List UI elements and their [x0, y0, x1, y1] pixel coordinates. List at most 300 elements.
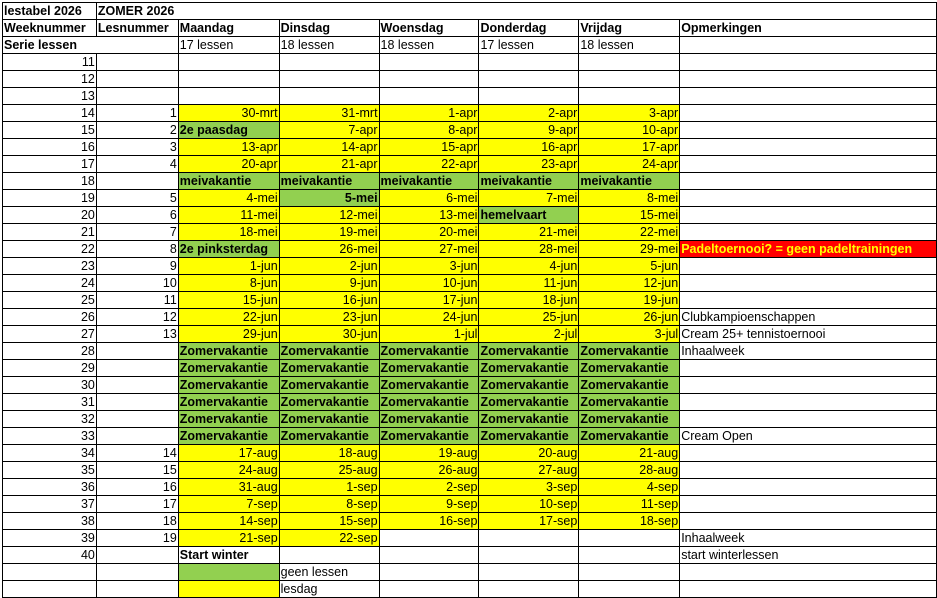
day-cell-vrijdag[interactable] [579, 547, 680, 564]
week-number-cell[interactable]: 40 [3, 547, 97, 564]
day-cell-maandag[interactable]: 30-mrt [178, 105, 279, 122]
day-cell-dinsdag[interactable]: 19-mei [279, 224, 379, 241]
day-cell-vrijdag[interactable]: 12-jun [579, 275, 680, 292]
day-cell-donderdag[interactable]: 28-mei [479, 241, 579, 258]
lesson-number-cell[interactable]: 4 [96, 156, 178, 173]
day-cell-vrijdag[interactable] [579, 530, 680, 547]
lesson-number-cell[interactable] [96, 428, 178, 445]
header-woensdag[interactable]: Woensdag [379, 20, 479, 37]
week-number-cell[interactable]: 32 [3, 411, 97, 428]
lesson-number-cell[interactable]: 15 [96, 462, 178, 479]
day-cell-vrijdag[interactable]: 21-aug [579, 445, 680, 462]
day-cell-maandag[interactable]: 29-jun [178, 326, 279, 343]
table-row [3, 173, 937, 190]
lesson-number-cell[interactable]: 16 [96, 479, 178, 496]
remark-cell[interactable] [680, 190, 937, 207]
week-number-cell[interactable]: 29 [3, 360, 97, 377]
day-cell-vrijdag[interactable]: 4-sep [579, 479, 680, 496]
empty-cell[interactable] [680, 564, 937, 581]
day-cell-maandag[interactable]: Zomervakantie [178, 377, 279, 394]
remark-cell[interactable] [680, 462, 937, 479]
table-row [3, 530, 937, 547]
day-cell-donderdag[interactable]: hemelvaart [479, 207, 579, 224]
day-cell-dinsdag[interactable]: 12-mei [279, 207, 379, 224]
week-number-cell[interactable]: 15 [3, 122, 97, 139]
remark-cell[interactable] [680, 394, 937, 411]
week-number-cell[interactable]: 37 [3, 496, 97, 513]
day-cell-maandag[interactable] [178, 54, 279, 71]
day-cell-woensdag[interactable] [379, 547, 479, 564]
day-cell-vrijdag[interactable] [579, 54, 680, 71]
week-number-cell[interactable]: 16 [3, 139, 97, 156]
day-cell-donderdag[interactable]: 4-jun [479, 258, 579, 275]
week-number-cell[interactable]: 28 [3, 343, 97, 360]
day-cell-vrijdag[interactable]: 19-jun [579, 292, 680, 309]
day-cell-dinsdag[interactable]: Zomervakantie [279, 411, 379, 428]
table-row [3, 343, 937, 360]
lesson-number-cell[interactable]: 10 [96, 275, 178, 292]
day-cell-maandag[interactable]: 17-aug [178, 445, 279, 462]
day-cell-maandag[interactable]: meivakantie [178, 173, 279, 190]
lesson-number-cell[interactable]: 13 [96, 326, 178, 343]
table-row [3, 309, 937, 326]
day-cell-vrijdag[interactable]: 22-mei [579, 224, 680, 241]
header-maandag[interactable]: Maandag [178, 20, 279, 37]
lesson-number-cell[interactable]: 12 [96, 309, 178, 326]
day-cell-donderdag[interactable]: 2-jul [479, 326, 579, 343]
legend-label[interactable]: geen lessen [279, 564, 379, 581]
remark-cell[interactable] [680, 496, 937, 513]
week-number-cell[interactable]: 39 [3, 530, 97, 547]
day-cell-vrijdag[interactable]: 3-apr [579, 105, 680, 122]
day-cell-dinsdag[interactable]: 30-jun [279, 326, 379, 343]
table-row [3, 292, 937, 309]
remark-cell[interactable] [680, 207, 937, 224]
day-cell-donderdag[interactable]: Zomervakantie [479, 360, 579, 377]
day-cell-woensdag[interactable]: meivakantie [379, 173, 479, 190]
week-number-cell[interactable]: 13 [3, 88, 97, 105]
day-cell-vrijdag[interactable]: Zomervakantie [579, 377, 680, 394]
legend-row [3, 581, 937, 598]
remark-cell[interactable] [680, 105, 937, 122]
day-cell-maandag[interactable]: 2e paasdag [178, 122, 279, 139]
day-cell-donderdag[interactable]: 20-aug [479, 445, 579, 462]
lesson-number-cell[interactable] [96, 411, 178, 428]
lesson-number-cell[interactable] [96, 343, 178, 360]
day-cell-dinsdag[interactable]: Zomervakantie [279, 343, 379, 360]
week-number-cell[interactable]: 30 [3, 377, 97, 394]
week-number-cell[interactable]: 22 [3, 241, 97, 258]
remark-cell[interactable] [680, 275, 937, 292]
empty-cell[interactable] [96, 564, 178, 581]
table-row [3, 377, 937, 394]
week-number-cell[interactable]: 23 [3, 258, 97, 275]
lesson-number-cell[interactable]: 18 [96, 513, 178, 530]
serie-count-woensdag[interactable]: 18 lessen [379, 37, 479, 54]
day-cell-donderdag[interactable] [479, 88, 579, 105]
header-opmerkingen[interactable]: Opmerkingen [680, 20, 937, 37]
day-cell-dinsdag[interactable]: Zomervakantie [279, 394, 379, 411]
day-cell-vrijdag[interactable]: 18-sep [579, 513, 680, 530]
day-cell-vrijdag[interactable]: 11-sep [579, 496, 680, 513]
day-cell-dinsdag[interactable]: 14-apr [279, 139, 379, 156]
day-cell-maandag[interactable]: Zomervakantie [178, 360, 279, 377]
day-cell-maandag[interactable]: 15-jun [178, 292, 279, 309]
lesson-number-cell[interactable]: 9 [96, 258, 178, 275]
lesson-number-cell[interactable]: 3 [96, 139, 178, 156]
remark-cell[interactable] [680, 54, 937, 71]
empty-cell[interactable] [479, 581, 579, 598]
day-cell-maandag[interactable]: 14-sep [178, 513, 279, 530]
day-cell-woensdag[interactable]: 1-jul [379, 326, 479, 343]
table-row [3, 156, 937, 173]
remark-cell[interactable] [680, 377, 937, 394]
table-row [3, 241, 937, 258]
day-cell-donderdag[interactable] [479, 530, 579, 547]
lesson-number-cell[interactable]: 5 [96, 190, 178, 207]
day-cell-donderdag[interactable]: 11-jun [479, 275, 579, 292]
day-cell-donderdag[interactable]: 9-apr [479, 122, 579, 139]
lesson-number-cell[interactable]: 7 [96, 224, 178, 241]
day-cell-maandag[interactable]: 4-mei [178, 190, 279, 207]
header-weeknummer[interactable]: Weeknummer [3, 20, 97, 37]
remark-cell[interactable] [680, 71, 937, 88]
day-cell-maandag[interactable] [178, 88, 279, 105]
lesson-number-cell[interactable]: 14 [96, 445, 178, 462]
day-cell-woensdag[interactable]: 3-jun [379, 258, 479, 275]
day-cell-donderdag[interactable]: 23-apr [479, 156, 579, 173]
week-number-cell[interactable]: 27 [3, 326, 97, 343]
day-cell-woensdag[interactable]: 13-mei [379, 207, 479, 224]
remark-cell[interactable] [680, 173, 937, 190]
empty-cell[interactable] [579, 564, 680, 581]
day-cell-donderdag[interactable]: 7-mei [479, 190, 579, 207]
day-cell-donderdag[interactable]: 16-apr [479, 139, 579, 156]
remark-cell[interactable] [680, 258, 937, 275]
lesson-number-cell[interactable] [96, 394, 178, 411]
serie-label[interactable]: Serie lessen [3, 37, 179, 54]
day-cell-dinsdag[interactable]: 22-sep [279, 530, 379, 547]
day-cell-vrijdag[interactable]: 10-apr [579, 122, 680, 139]
empty-cell[interactable] [379, 564, 479, 581]
week-number-cell[interactable]: 14 [3, 105, 97, 122]
lesson-number-cell[interactable] [96, 88, 178, 105]
day-cell-woensdag[interactable]: 17-jun [379, 292, 479, 309]
empty-cell[interactable] [479, 564, 579, 581]
lesson-number-cell[interactable] [96, 173, 178, 190]
day-cell-donderdag[interactable]: Zomervakantie [479, 394, 579, 411]
lesson-number-cell[interactable] [96, 547, 178, 564]
table-row [3, 428, 937, 445]
remark-cell[interactable]: start winterlessen [680, 547, 937, 564]
day-cell-dinsdag[interactable] [279, 547, 379, 564]
serie-count-vrijdag[interactable]: 18 lessen [579, 37, 680, 54]
day-cell-maandag[interactable]: 7-sep [178, 496, 279, 513]
header-vrijdag[interactable]: Vrijdag [579, 20, 680, 37]
day-cell-woensdag[interactable]: 8-apr [379, 122, 479, 139]
day-cell-dinsdag[interactable]: 15-sep [279, 513, 379, 530]
day-cell-vrijdag[interactable]: Zomervakantie [579, 394, 680, 411]
day-cell-dinsdag[interactable]: 18-aug [279, 445, 379, 462]
season-title[interactable]: ZOMER 2026 [96, 3, 936, 20]
remark-cell[interactable]: Clubkampioenschappen [680, 309, 937, 326]
day-cell-maandag[interactable]: 1-jun [178, 258, 279, 275]
day-cell-donderdag[interactable]: 25-jun [479, 309, 579, 326]
table-row [3, 207, 937, 224]
header-dinsdag[interactable]: Dinsdag [279, 20, 379, 37]
day-cell-maandag[interactable]: 31-aug [178, 479, 279, 496]
remark-cell[interactable] [680, 88, 937, 105]
day-cell-woensdag[interactable]: 15-apr [379, 139, 479, 156]
day-cell-dinsdag[interactable]: Zomervakantie [279, 360, 379, 377]
day-cell-vrijdag[interactable]: 8-mei [579, 190, 680, 207]
week-number-cell[interactable]: 33 [3, 428, 97, 445]
header-donderdag[interactable]: Donderdag [479, 20, 579, 37]
day-cell-vrijdag[interactable]: 26-jun [579, 309, 680, 326]
day-cell-vrijdag[interactable]: Zomervakantie [579, 360, 680, 377]
lesson-number-cell[interactable]: 1 [96, 105, 178, 122]
day-cell-vrijdag[interactable] [579, 88, 680, 105]
day-cell-dinsdag[interactable]: 23-jun [279, 309, 379, 326]
legend-swatch[interactable] [178, 581, 279, 598]
day-cell-dinsdag[interactable]: 2-jun [279, 258, 379, 275]
serie-note[interactable] [680, 37, 937, 54]
table-row [3, 394, 937, 411]
day-cell-dinsdag[interactable] [279, 71, 379, 88]
day-cell-vrijdag[interactable]: 24-apr [579, 156, 680, 173]
day-cell-maandag[interactable]: 8-jun [178, 275, 279, 292]
table-row [3, 360, 937, 377]
day-cell-maandag[interactable]: Zomervakantie [178, 428, 279, 445]
day-cell-woensdag[interactable] [379, 71, 479, 88]
day-cell-woensdag[interactable]: 6-mei [379, 190, 479, 207]
day-cell-donderdag[interactable] [479, 71, 579, 88]
header-lesnummer[interactable]: Lesnummer [96, 20, 178, 37]
day-cell-maandag[interactable]: 21-sep [178, 530, 279, 547]
title-row [3, 3, 937, 20]
day-cell-dinsdag[interactable]: meivakantie [279, 173, 379, 190]
table-row [3, 547, 937, 564]
lesson-number-cell[interactable] [96, 360, 178, 377]
day-cell-donderdag[interactable]: Zomervakantie [479, 411, 579, 428]
empty-cell[interactable] [3, 564, 97, 581]
day-cell-woensdag[interactable]: 9-sep [379, 496, 479, 513]
remark-cell[interactable] [680, 139, 937, 156]
remark-cell[interactable]: Inhaalweek [680, 530, 937, 547]
week-number-cell[interactable]: 35 [3, 462, 97, 479]
remark-cell[interactable] [680, 479, 937, 496]
day-cell-vrijdag[interactable]: Zomervakantie [579, 343, 680, 360]
lesson-number-cell[interactable]: 11 [96, 292, 178, 309]
serie-count-dinsdag[interactable]: 18 lessen [279, 37, 379, 54]
day-cell-dinsdag[interactable]: 9-jun [279, 275, 379, 292]
table-row [3, 190, 937, 207]
day-cell-donderdag[interactable]: 10-sep [479, 496, 579, 513]
day-cell-maandag[interactable]: Zomervakantie [178, 394, 279, 411]
day-cell-woensdag[interactable]: Zomervakantie [379, 377, 479, 394]
day-cell-vrijdag[interactable]: 29-mei [579, 241, 680, 258]
remark-cell[interactable]: Cream Open [680, 428, 937, 445]
legend-swatch[interactable] [178, 564, 279, 581]
remark-cell[interactable] [680, 445, 937, 462]
day-cell-vrijdag[interactable]: meivakantie [579, 173, 680, 190]
day-cell-maandag[interactable]: 22-jun [178, 309, 279, 326]
lesson-number-cell[interactable]: 6 [96, 207, 178, 224]
day-cell-dinsdag[interactable]: 16-jun [279, 292, 379, 309]
day-cell-donderdag[interactable]: meivakantie [479, 173, 579, 190]
day-cell-woensdag[interactable]: 22-apr [379, 156, 479, 173]
remark-cell[interactable] [680, 513, 937, 530]
lesson-number-cell[interactable]: 8 [96, 241, 178, 258]
day-cell-woensdag[interactable]: 19-aug [379, 445, 479, 462]
week-number-cell[interactable]: 11 [3, 54, 97, 71]
day-cell-woensdag[interactable]: 2-sep [379, 479, 479, 496]
day-cell-maandag[interactable]: 13-apr [178, 139, 279, 156]
serie-row [3, 37, 937, 54]
table-row [3, 122, 937, 139]
week-number-cell[interactable]: 17 [3, 156, 97, 173]
day-cell-dinsdag[interactable]: 1-sep [279, 479, 379, 496]
day-cell-vrijdag[interactable]: Zomervakantie [579, 428, 680, 445]
day-cell-dinsdag[interactable]: 26-mei [279, 241, 379, 258]
day-cell-dinsdag[interactable]: 25-aug [279, 462, 379, 479]
remark-cell[interactable] [680, 292, 937, 309]
day-cell-vrijdag[interactable] [579, 71, 680, 88]
week-number-cell[interactable]: 26 [3, 309, 97, 326]
day-cell-woensdag[interactable]: 10-jun [379, 275, 479, 292]
empty-cell[interactable] [379, 581, 479, 598]
day-cell-maandag[interactable]: 18-mei [178, 224, 279, 241]
day-cell-donderdag[interactable]: 17-sep [479, 513, 579, 530]
week-number-cell[interactable]: 21 [3, 224, 97, 241]
day-cell-donderdag[interactable]: 18-jun [479, 292, 579, 309]
table-row [3, 88, 937, 105]
empty-cell[interactable] [3, 581, 97, 598]
day-cell-donderdag[interactable] [479, 54, 579, 71]
serie-count-donderdag[interactable]: 17 lessen [479, 37, 579, 54]
week-number-cell[interactable]: 12 [3, 71, 97, 88]
day-cell-maandag[interactable]: 11-mei [178, 207, 279, 224]
day-cell-maandag[interactable]: Zomervakantie [178, 343, 279, 360]
day-cell-dinsdag[interactable]: 7-apr [279, 122, 379, 139]
day-cell-dinsdag[interactable]: 21-apr [279, 156, 379, 173]
day-cell-maandag[interactable] [178, 71, 279, 88]
day-cell-woensdag[interactable] [379, 530, 479, 547]
day-cell-donderdag[interactable]: Zomervakantie [479, 343, 579, 360]
table-row [3, 54, 937, 71]
serie-count-maandag[interactable]: 17 lessen [178, 37, 279, 54]
legend-row [3, 564, 937, 581]
table-row [3, 105, 937, 122]
day-cell-vrijdag[interactable]: Zomervakantie [579, 411, 680, 428]
day-cell-donderdag[interactable]: Zomervakantie [479, 377, 579, 394]
day-cell-vrijdag[interactable]: 28-aug [579, 462, 680, 479]
remark-cell[interactable] [680, 224, 937, 241]
empty-cell[interactable] [579, 581, 680, 598]
day-cell-dinsdag[interactable]: 8-sep [279, 496, 379, 513]
empty-cell[interactable] [96, 581, 178, 598]
lesson-number-cell[interactable] [96, 71, 178, 88]
day-cell-vrijdag[interactable]: 17-apr [579, 139, 680, 156]
day-cell-maandag[interactable]: Start winter [178, 547, 279, 564]
table-row [3, 496, 937, 513]
week-number-cell[interactable]: 25 [3, 292, 97, 309]
table-row [3, 275, 937, 292]
table-row [3, 411, 937, 428]
legend-label[interactable]: lesdag [279, 581, 379, 598]
empty-cell[interactable] [680, 581, 937, 598]
day-cell-donderdag[interactable]: Zomervakantie [479, 428, 579, 445]
week-number-cell[interactable]: 34 [3, 445, 97, 462]
remark-cell[interactable] [680, 122, 937, 139]
day-cell-dinsdag[interactable]: Zomervakantie [279, 377, 379, 394]
day-cell-maandag[interactable]: 20-apr [178, 156, 279, 173]
day-cell-donderdag[interactable]: 27-aug [479, 462, 579, 479]
day-cell-woensdag[interactable]: Zomervakantie [379, 343, 479, 360]
day-cell-dinsdag[interactable] [279, 88, 379, 105]
header-row [3, 20, 937, 37]
day-cell-donderdag[interactable]: 3-sep [479, 479, 579, 496]
day-cell-donderdag[interactable]: 21-mei [479, 224, 579, 241]
week-number-cell[interactable]: 38 [3, 513, 97, 530]
lesson-number-cell[interactable] [96, 377, 178, 394]
day-cell-dinsdag[interactable]: 5-mei [279, 190, 379, 207]
week-number-cell[interactable]: 31 [3, 394, 97, 411]
sheet-title[interactable]: lestabel 2026 [3, 3, 97, 20]
week-number-cell[interactable]: 36 [3, 479, 97, 496]
day-cell-maandag[interactable]: 2e pinksterdag [178, 241, 279, 258]
day-cell-woensdag[interactable]: 16-sep [379, 513, 479, 530]
day-cell-woensdag[interactable]: 26-aug [379, 462, 479, 479]
remark-cell[interactable] [680, 411, 937, 428]
day-cell-woensdag[interactable]: Zomervakantie [379, 360, 479, 377]
day-cell-woensdag[interactable] [379, 88, 479, 105]
day-cell-maandag[interactable]: 24-aug [178, 462, 279, 479]
week-number-cell[interactable]: 24 [3, 275, 97, 292]
day-cell-vrijdag[interactable]: 15-mei [579, 207, 680, 224]
table-row [3, 513, 937, 530]
day-cell-woensdag[interactable]: Zomervakantie [379, 428, 479, 445]
day-cell-woensdag[interactable]: 27-mei [379, 241, 479, 258]
day-cell-woensdag[interactable]: 1-apr [379, 105, 479, 122]
day-cell-vrijdag[interactable]: 3-jul [579, 326, 680, 343]
day-cell-woensdag[interactable]: Zomervakantie [379, 394, 479, 411]
lesson-number-cell[interactable]: 19 [96, 530, 178, 547]
week-number-cell[interactable]: 18 [3, 173, 97, 190]
day-cell-maandag[interactable]: Zomervakantie [178, 411, 279, 428]
week-number-cell[interactable]: 19 [3, 190, 97, 207]
lesson-number-cell[interactable]: 2 [96, 122, 178, 139]
week-number-cell[interactable]: 20 [3, 207, 97, 224]
day-cell-dinsdag[interactable]: 31-mrt [279, 105, 379, 122]
day-cell-woensdag[interactable] [379, 54, 479, 71]
remark-cell[interactable]: Inhaalweek [680, 343, 937, 360]
lesson-number-cell[interactable]: 17 [96, 496, 178, 513]
day-cell-woensdag[interactable]: Zomervakantie [379, 411, 479, 428]
remark-cell[interactable] [680, 360, 937, 377]
day-cell-vrijdag[interactable]: 5-jun [579, 258, 680, 275]
remark-cell[interactable]: Padeltoernooi? = geen padeltrainingen [680, 241, 937, 258]
remark-cell[interactable]: Cream 25+ tennistoernooi [680, 326, 937, 343]
day-cell-woensdag[interactable]: 24-jun [379, 309, 479, 326]
day-cell-donderdag[interactable] [479, 547, 579, 564]
day-cell-dinsdag[interactable]: Zomervakantie [279, 428, 379, 445]
lesson-number-cell[interactable] [96, 54, 178, 71]
day-cell-donderdag[interactable]: 2-apr [479, 105, 579, 122]
remark-cell[interactable] [680, 156, 937, 173]
day-cell-dinsdag[interactable] [279, 54, 379, 71]
day-cell-woensdag[interactable]: 20-mei [379, 224, 479, 241]
